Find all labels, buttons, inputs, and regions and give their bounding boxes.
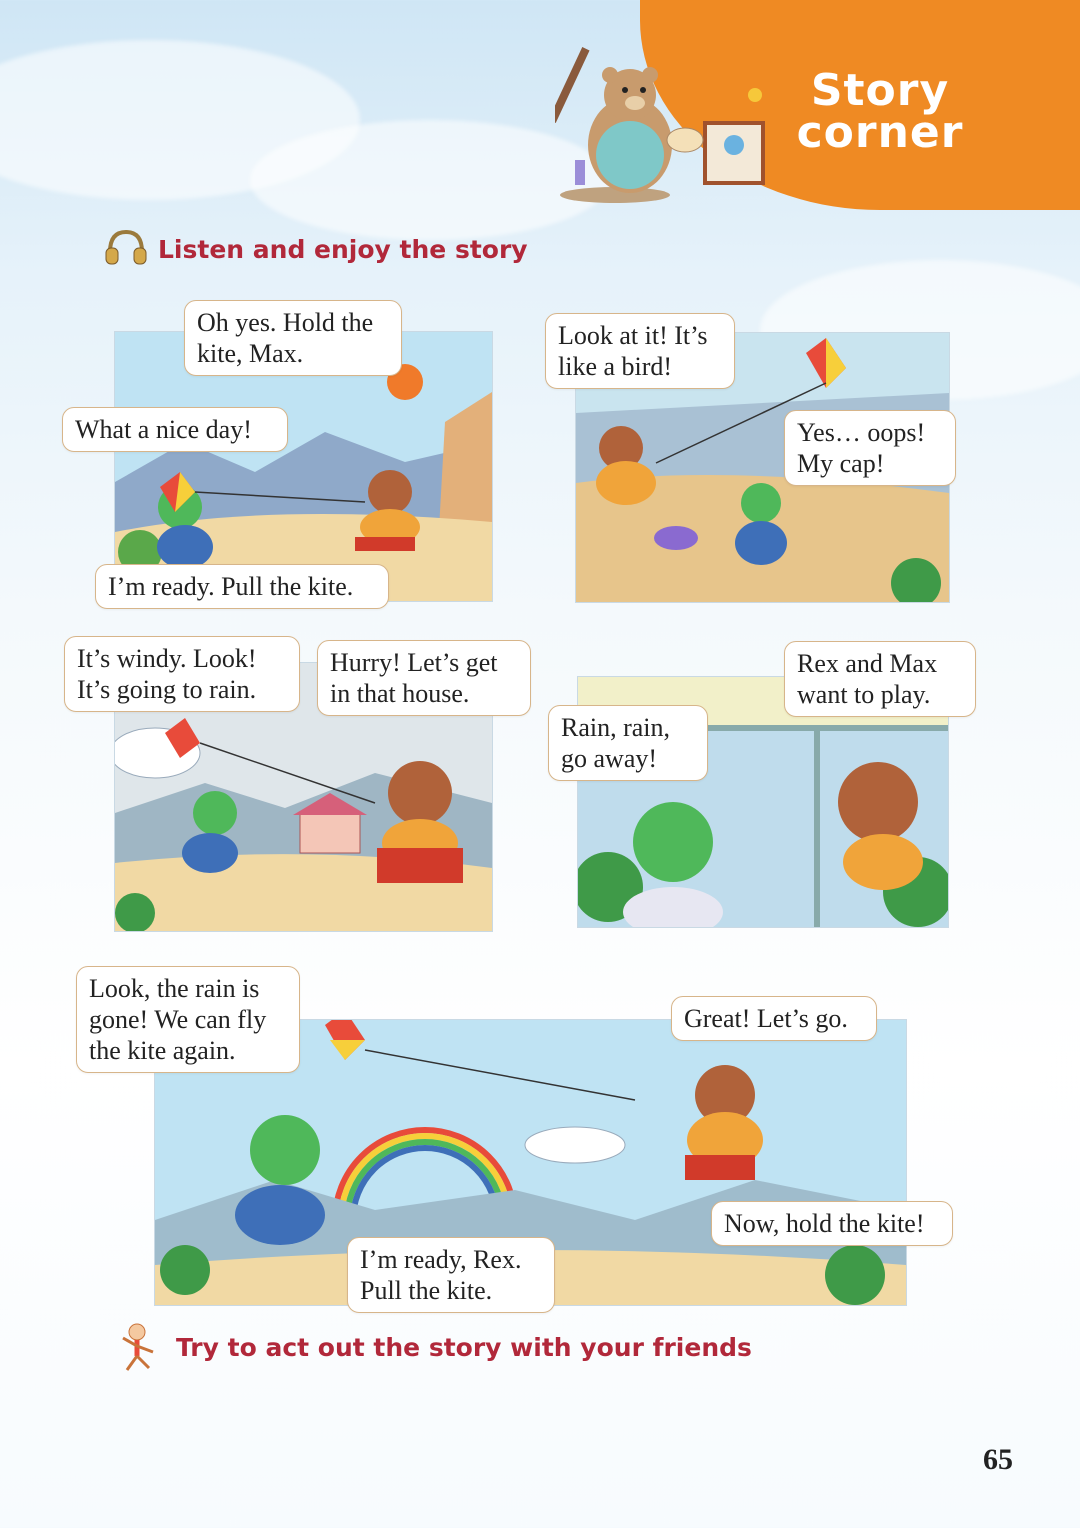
story-corner-title: Story corner [796, 65, 964, 158]
headphones-icon [104, 228, 148, 268]
page-number: 65 [983, 1443, 1013, 1476]
speech-bubble: What a nice day! [62, 407, 288, 452]
speech-bubble: Rain, rain, go away! [548, 705, 708, 781]
speech-bubble: Oh yes. Hold the kite, Max. [184, 300, 402, 376]
speech-bubble: I’m ready. Pull the kite. [95, 564, 389, 609]
speech-bubble: I’m ready, Rex. Pull the kite. [347, 1237, 555, 1313]
speech-bubble: Look at it! It’s like a bird! [545, 313, 735, 389]
speech-bubble: Great! Let’s go. [671, 996, 877, 1041]
speech-bubble: It’s windy. Look! It’s going to rain. [64, 636, 300, 712]
section-heading-listen: Listen and enjoy the story [158, 235, 528, 264]
bear-painter-illustration [555, 35, 785, 205]
acting-kid-icon [117, 1322, 163, 1374]
speech-bubble: Hurry! Let’s get in that house. [317, 640, 531, 716]
speech-bubble: Yes… oops! My cap! [784, 410, 956, 486]
section-heading-act-out: Try to act out the story with your friends [176, 1333, 752, 1362]
speech-bubble: Look, the rain is gone! We can fly the kite again. [76, 966, 300, 1073]
speech-bubble: Rex and Max want to play. [784, 641, 976, 717]
speech-bubble: Now, hold the kite! [711, 1201, 953, 1246]
